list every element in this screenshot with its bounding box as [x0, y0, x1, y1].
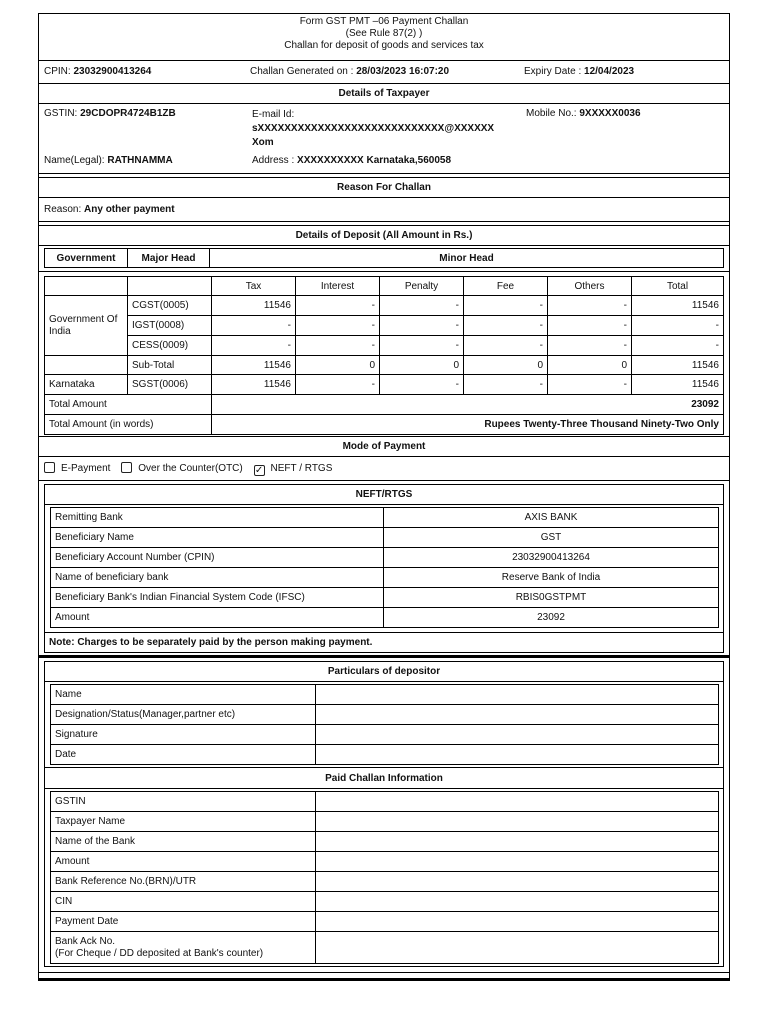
mobile-field: Mobile No.: 9XXXXX0036	[526, 108, 641, 119]
table-row: Date	[51, 745, 719, 765]
table-row: GSTIN	[51, 792, 719, 812]
words-label: Total Amount (in words)	[45, 415, 212, 435]
table-row: Payment Date	[51, 912, 719, 932]
table-row: CIN	[51, 892, 719, 912]
table-row: Government Of India CGST(0005) 11546 - - - - 11546	[45, 296, 724, 316]
option-e-payment[interactable]: E-Payment	[44, 463, 113, 474]
form-subtitle: Challan for deposit of goods and services tax	[284, 40, 484, 51]
option-otc[interactable]: Over the Counter(OTC)	[121, 463, 245, 474]
table-row: Bank Ack No. (For Cheque / DD deposited at Bank's counter)	[51, 932, 719, 964]
total-row	[45, 395, 724, 415]
charges-note: Note: Charges to be separately paid by the person making payment.	[45, 632, 723, 652]
email-field: E-mail Id: sXXXXXXXXXXXXXXXXXXXXXXXXXXXX@XXXXXX Xom	[252, 109, 495, 148]
form-title: Form GST PMT –06 Payment Challan	[299, 16, 469, 27]
state-row: Karnataka SGST(0006) 11546 - - - - 11546	[45, 375, 724, 395]
taxpayer-details	[39, 104, 729, 174]
col-tax: Tax	[212, 277, 296, 296]
table-row: Signature	[51, 725, 719, 745]
table-row: Bank Reference No.(BRN)/UTR	[51, 872, 719, 892]
col-penalty: Penalty	[380, 277, 464, 296]
table-row: Amount 23092	[51, 608, 719, 628]
neft-heading: NEFT/RTGS	[45, 485, 723, 505]
col-minor-head: Minor Head	[210, 249, 724, 268]
generated-value: 28/03/2023 16:07:20	[356, 66, 450, 77]
depositor-box	[44, 661, 724, 967]
checkbox-otc[interactable]	[121, 462, 132, 473]
words-value: Rupees Twenty-Three Thousand Ninety-Two Only	[212, 415, 724, 435]
head-bar-table	[44, 248, 724, 268]
legal-name-field: Name(Legal): RATHNAMMA	[44, 155, 173, 166]
total-value: 23092	[212, 395, 724, 415]
table-row: Amount	[51, 852, 719, 872]
neft-box	[44, 484, 724, 653]
table-row: Taxpayer Name	[51, 812, 719, 832]
form-rule: (See Rule 87(2) )	[345, 28, 423, 39]
expiry-value: 12/04/2023	[584, 66, 635, 77]
table-row: Name of beneficiary bank Reserve Bank of India	[51, 568, 719, 588]
mobile-value: 9XXXXX0036	[579, 108, 641, 119]
table-row: Remitting Bank AXIS BANK	[51, 508, 719, 528]
table-row: Name of the Bank	[51, 832, 719, 852]
col-interest: Interest	[296, 277, 380, 296]
deposit-table	[44, 276, 724, 435]
deposit-heading: Details of Deposit (All Amount in Rs.)	[39, 226, 729, 246]
words-row	[45, 415, 724, 435]
payment-mode-options	[39, 457, 729, 481]
total-label: Total Amount	[45, 395, 212, 415]
table-row: IGST(0008) - - - - - -	[45, 316, 724, 336]
depositor-signature-input[interactable]	[316, 725, 719, 745]
checkbox-neft-rtgs-checked[interactable]	[254, 465, 265, 476]
reason-value: Any other payment	[84, 204, 175, 215]
form-header	[39, 14, 729, 61]
subtotal-row: Sub-Total 11546 0 0 0 0 11546	[45, 356, 724, 375]
paid-table	[50, 791, 719, 964]
generated-field: Challan Generated on : 28/03/2023 16:07:20	[250, 66, 450, 77]
depositor-name-input[interactable]	[316, 685, 719, 705]
neft-table	[50, 507, 719, 628]
address-field: Address : XXXXXXXXXX Karnataka,560058	[252, 155, 452, 166]
checkbox-e-payment[interactable]	[44, 462, 55, 473]
email-value-line1: sXXXXXXXXXXXXXXXXXXXXXXXXXXXX@XXXXXX	[252, 123, 495, 134]
gstin-value: 29CDOPR4724B1ZB	[80, 108, 176, 119]
table-row: Beneficiary Account Number (CPIN) 23032900413264	[51, 548, 719, 568]
table-row: Designation/Status(Manager,partner etc)	[51, 705, 719, 725]
reason-row: Reason: Any other payment	[39, 198, 729, 222]
expiry-field: Expiry Date : 12/04/2023	[524, 66, 635, 77]
address-value: XXXXXXXXXX Karnataka,560058	[297, 155, 452, 166]
email-value-line2: Xom	[252, 137, 274, 148]
head-bar	[39, 246, 729, 272]
col-others: Others	[548, 277, 632, 296]
reason-heading: Reason For Challan	[39, 178, 729, 198]
table-row: Beneficiary Bank's Indian Financial System Code (IFSC) RBIS0GSTPMT	[51, 588, 719, 608]
col-major-head: Major Head	[128, 249, 210, 268]
cpin-value: 23032900413264	[73, 66, 152, 77]
check-mark-icon: ✓	[254, 465, 264, 476]
deposit-table-wrap	[39, 272, 729, 435]
taxpayer-heading: Details of Taxpayer	[39, 84, 729, 104]
col-fee: Fee	[464, 277, 548, 296]
depositor-designation-input[interactable]	[316, 705, 719, 725]
cpin-row	[39, 61, 729, 84]
state-cell: Karnataka	[45, 375, 128, 395]
gov-india-cell: Government Of India	[45, 296, 128, 356]
depositor-heading: Particulars of depositor	[45, 662, 723, 682]
footer-rule	[39, 972, 729, 980]
cpin-field: CPIN: 23032900413264	[44, 66, 152, 77]
depositor-section	[39, 658, 729, 969]
challan-form	[38, 13, 730, 981]
gstin-field: GSTIN: 29CDOPR4724B1ZB	[44, 108, 176, 119]
payment-mode-heading: Mode of Payment	[39, 437, 729, 457]
depositor-date-input[interactable]	[316, 745, 719, 765]
option-neft-rtgs[interactable]: ✓ NEFT / RTGS	[254, 463, 333, 476]
col-total: Total	[632, 277, 724, 296]
paid-heading: Paid Challan Information	[45, 767, 723, 789]
table-row: Name	[51, 685, 719, 705]
neft-section	[39, 481, 729, 656]
table-row: CESS(0009) - - - - - -	[45, 336, 724, 356]
table-row: Beneficiary Name GST	[51, 528, 719, 548]
depositor-table	[50, 684, 719, 765]
col-government: Government	[45, 249, 128, 268]
legal-name-value: RATHNAMMA	[107, 155, 173, 166]
